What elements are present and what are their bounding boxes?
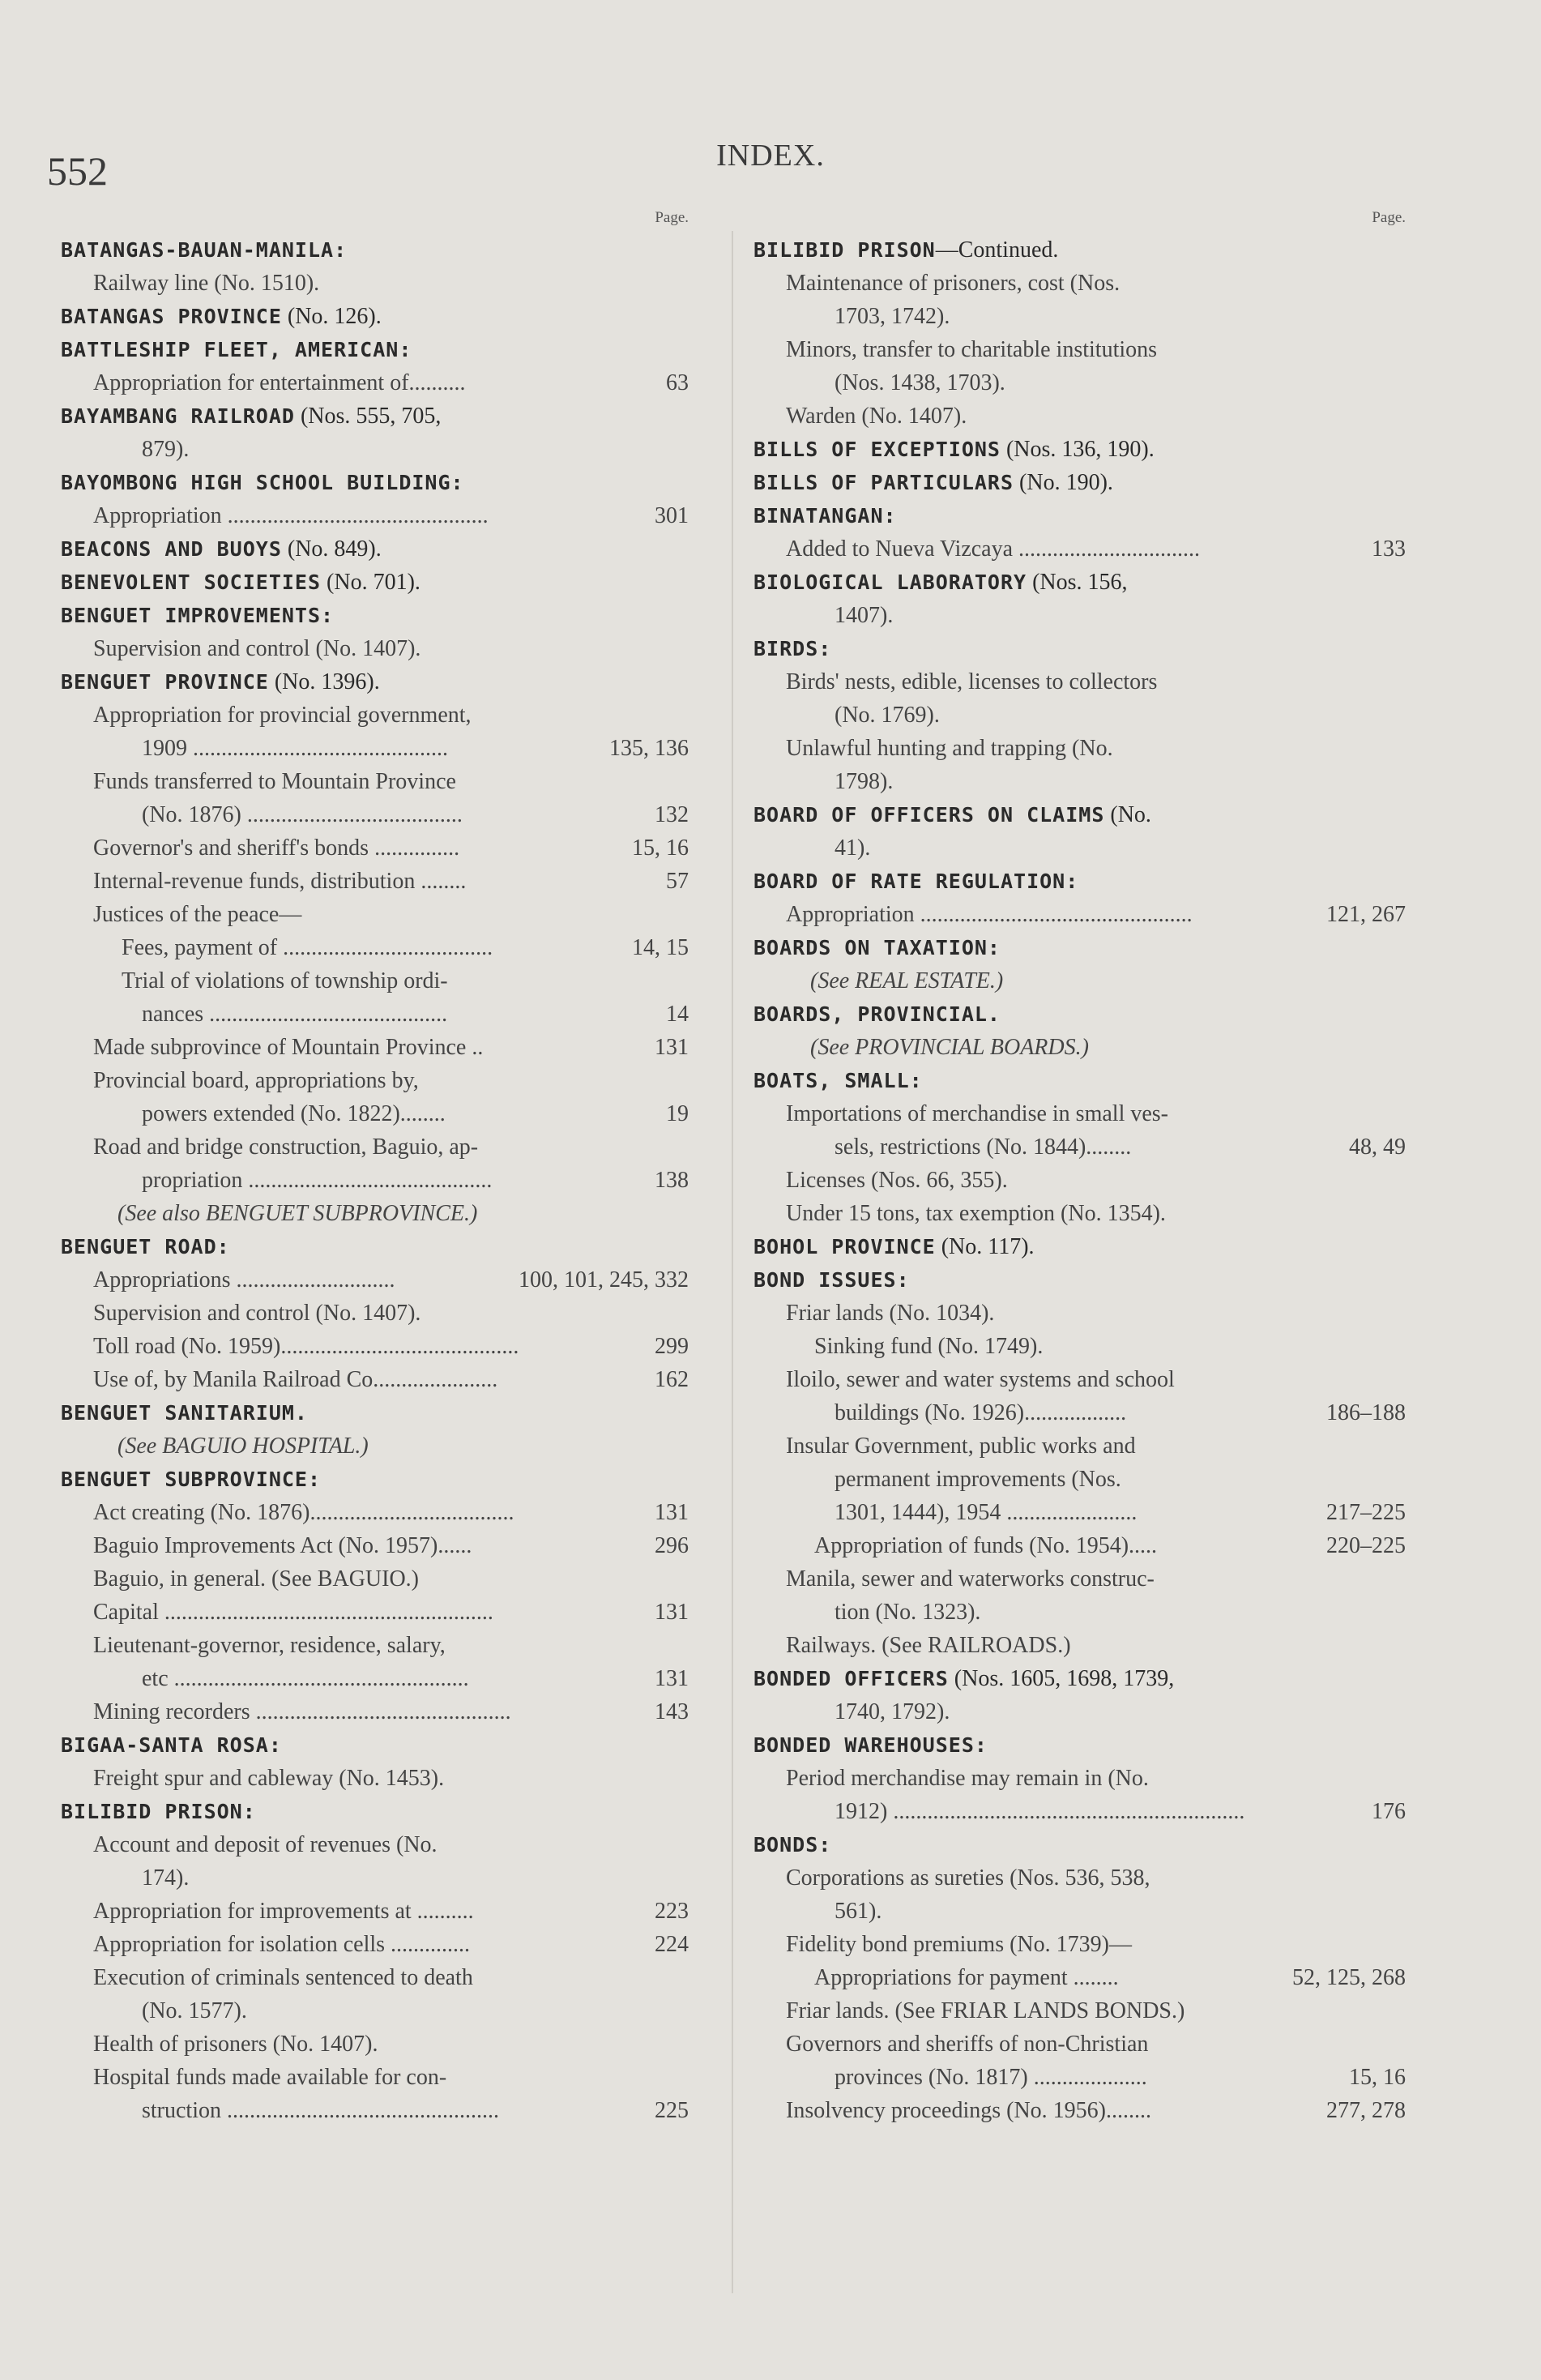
entry-continuation — [753, 1463, 1414, 1496]
index-subentry — [753, 1297, 1414, 1330]
index-subentry — [61, 267, 697, 300]
index-subentry — [61, 1961, 697, 1994]
entry-text: Appropriation of funds (No. 1954)..... — [814, 1533, 1158, 1558]
page-reference: 15, 16 — [1349, 2065, 1406, 2090]
index-heading — [61, 233, 697, 267]
entry-text: 1912) .............................................................. — [835, 1799, 1245, 1824]
entry-text: Use of, by Manila Railroad Co...................... — [93, 1367, 498, 1392]
index-heading — [61, 300, 697, 333]
entry-text: Lieutenant-governor, residence, salary, — [93, 1633, 446, 1658]
entry-text: Funds transferred to Mountain Province — [93, 769, 456, 794]
index-subentry — [753, 1097, 1414, 1130]
index-heading — [753, 1064, 1414, 1097]
entry-text: Account and deposit of revenues (No. — [93, 1832, 438, 1857]
page-reference: 301 — [655, 503, 689, 528]
entry-text: powers extended (No. 1822)........ — [142, 1101, 446, 1126]
index-heading — [753, 1728, 1414, 1762]
page-reference: 220–225 — [1326, 1533, 1406, 1558]
index-entries — [61, 233, 697, 2127]
entry-text: Road and bridge construction, Baguio, ap- — [93, 1134, 479, 1160]
heading-text: BENEVOLENT SOCIETIES — [61, 570, 322, 594]
page-reference: 133 — [1372, 536, 1406, 562]
index-column-left — [61, 203, 697, 2127]
index-subentry — [61, 1895, 697, 1928]
heading-text: BOND ISSUES: — [753, 1268, 910, 1292]
index-subentry — [753, 1994, 1414, 2027]
index-heading — [753, 1662, 1414, 1695]
index-subentry — [753, 665, 1414, 699]
index-subentry — [753, 333, 1414, 366]
page-reference: 100, 101, 245, 332 — [519, 1267, 689, 1293]
index-heading — [753, 433, 1414, 466]
entry-text: Friar lands. (See FRIAR LANDS BONDS.) — [786, 1998, 1185, 2023]
page-reference: 63 — [666, 370, 689, 395]
entry-text: Made subprovince of Mountain Province .. — [93, 1035, 484, 1060]
heading-text: BATANGAS-BAUAN-MANILA: — [61, 238, 348, 262]
index-heading — [61, 466, 697, 499]
index-column-right — [753, 203, 1414, 2127]
page-reference: 299 — [655, 1334, 689, 1359]
index-subentry — [753, 267, 1414, 300]
heading-text: BENGUET PROVINCE — [61, 670, 269, 694]
index-heading — [753, 998, 1414, 1031]
see-reference: (See also BENGUET SUBPROVINCE.) — [117, 1201, 478, 1226]
index-subentry — [61, 1496, 697, 1529]
heading-text: BOATS, SMALL: — [753, 1069, 923, 1092]
entry-text: Supervision and control (No. 1407). — [93, 636, 421, 661]
index-subentry — [753, 1529, 1414, 1562]
index-subentry — [753, 1429, 1414, 1463]
entry-text: Justices of the peace— — [93, 902, 302, 927]
page-column-label: Page. — [655, 209, 689, 226]
entry-continuation — [61, 433, 697, 466]
page-reference: 131 — [655, 1500, 689, 1525]
entry-text: sels, restrictions (No. 1844)........ — [835, 1134, 1132, 1160]
index-subentry — [61, 1695, 697, 1728]
entry-text: Governors and sheriffs of non-Christian — [786, 2032, 1149, 2057]
index-heading — [753, 931, 1414, 964]
see-reference: (See BAGUIO HOSPITAL.) — [117, 1434, 369, 1459]
index-subentry — [61, 1363, 697, 1396]
heading-text: BILIBID PRISON — [753, 238, 936, 262]
heading-text: BILLS OF PARTICULARS — [753, 471, 1014, 494]
entry-text: struction ................................................ — [142, 2098, 499, 2123]
page-reference: 225 — [655, 2098, 689, 2123]
entry-text: buildings (No. 1926).................. — [835, 1400, 1127, 1425]
page-reference: 277, 278 — [1326, 2098, 1406, 2123]
page-reference: 14 — [666, 1002, 689, 1027]
index-subentry — [753, 1961, 1414, 1994]
entry-text: Appropriation ................................................ — [786, 902, 1193, 927]
entry-text: Hospital funds made available for con- — [93, 2065, 447, 2090]
entry-text: Health of prisoners (No. 1407). — [93, 2032, 378, 2057]
entry-text: Fees, payment of ..................................... — [122, 935, 493, 960]
entry-continuation — [753, 831, 1414, 865]
entry-text: Friar lands (No. 1034). — [786, 1301, 995, 1326]
entry-text: Governor's and sheriff's bonds ............... — [93, 835, 460, 861]
heading-text: BOARDS, PROVINCIAL. — [753, 1002, 1001, 1026]
heading-suffix: (No. 701). — [321, 570, 420, 595]
entry-text: Mining recorders ............................................. — [93, 1699, 511, 1724]
index-subentry — [61, 1130, 697, 1164]
entry-text: etc .................................................... — [142, 1666, 469, 1691]
index-heading — [753, 632, 1414, 665]
entry-text: (No. 1577). — [142, 1998, 247, 2023]
entry-text: tion (No. 1323). — [835, 1600, 981, 1625]
heading-suffix: —Continued. — [935, 237, 1059, 263]
entry-text: (Nos. 1438, 1703). — [835, 370, 1005, 395]
entry-continuation — [753, 765, 1414, 798]
index-heading — [753, 233, 1414, 267]
entry-text: Maintenance of prisoners, cost (Nos. — [786, 271, 1121, 296]
running-head: INDEX. — [716, 139, 825, 173]
entry-continuation — [753, 1396, 1414, 1429]
entry-text: Freight spur and cableway (No. 1453). — [93, 1766, 445, 1791]
index-heading — [61, 400, 697, 433]
entry-text: Unlawful hunting and trapping (No. — [786, 736, 1113, 761]
index-heading — [753, 499, 1414, 532]
entry-continuation — [753, 1795, 1414, 1828]
entry-text: 561). — [835, 1899, 882, 1924]
entry-text: 1407). — [835, 603, 894, 628]
heading-text: BATTLESHIP FLEET, AMERICAN: — [61, 338, 412, 361]
heading-text: BILLS OF EXCEPTIONS — [753, 438, 1001, 461]
entry-text: Appropriation for provincial government, — [93, 703, 472, 728]
entry-text: propriation ........................................... — [142, 1168, 493, 1193]
index-subentry — [61, 964, 697, 998]
entry-continuation — [753, 366, 1414, 400]
heading-suffix: (Nos. 156, — [1027, 570, 1128, 595]
entry-text: Trial of violations of township ordi- — [122, 968, 448, 993]
entry-continuation — [753, 599, 1414, 632]
entry-continuation — [753, 1496, 1414, 1529]
heading-suffix: (No. 190). — [1014, 470, 1113, 495]
heading-text: BOARDS ON TAXATION: — [753, 936, 1001, 959]
index-heading — [61, 532, 697, 566]
entry-continuation — [61, 2094, 697, 2127]
index-subentry — [61, 1529, 697, 1562]
index-subentry — [61, 1596, 697, 1629]
entry-text: Birds' nests, edible, licenses to collectors — [786, 669, 1158, 694]
page-number: 552 — [47, 148, 108, 194]
entry-text: Provincial board, appropriations by, — [93, 1068, 419, 1093]
entry-text: Toll road (No. 1959).......................................... — [93, 1334, 519, 1359]
index-heading — [61, 1728, 697, 1762]
entry-continuation — [753, 699, 1414, 732]
entry-text: Act creating (No. 1876).................................... — [93, 1500, 514, 1525]
heading-text: BONDS: — [753, 1833, 832, 1857]
entry-text: Capital .......................................................... — [93, 1600, 493, 1625]
heading-suffix: (Nos. 555, 705, — [294, 404, 442, 429]
heading-text: BAYOMBONG HIGH SCHOOL BUILDING: — [61, 471, 464, 494]
index-subentry — [61, 1064, 697, 1097]
entry-text: Appropriation for isolation cells .............. — [93, 1932, 471, 1957]
entry-text: (No. 1769). — [835, 703, 940, 728]
entry-text: Sinking fund (No. 1749). — [814, 1334, 1044, 1359]
page-reference: 186–188 — [1326, 1400, 1406, 1425]
heading-text: BENGUET SUBPROVINCE: — [61, 1468, 322, 1491]
index-subentry — [753, 1861, 1414, 1895]
entry-continuation — [61, 798, 697, 831]
index-subentry — [753, 1562, 1414, 1596]
heading-text: BIRDS: — [753, 637, 832, 660]
index-subentry — [753, 1197, 1414, 1230]
index-heading — [61, 1230, 697, 1263]
entry-text: Appropriation for entertainment of.......... — [93, 370, 466, 395]
heading-text: BILIBID PRISON: — [61, 1800, 256, 1823]
heading-text: BIOLOGICAL LABORATORY — [753, 570, 1027, 594]
heading-text: BAYAMBANG RAILROAD — [61, 404, 295, 428]
index-subentry — [61, 865, 697, 898]
index-subentry — [61, 1330, 697, 1363]
entry-text: permanent improvements (Nos. — [835, 1467, 1121, 1492]
page-reference: 48, 49 — [1349, 1134, 1406, 1160]
entry-text: Appropriation for improvements at .......... — [93, 1899, 474, 1924]
heading-text: BIGAA-SANTA ROSA: — [61, 1733, 282, 1757]
entry-text: Minors, transfer to charitable institutions — [786, 337, 1158, 362]
entry-text: Iloilo, sewer and water systems and school — [786, 1367, 1175, 1392]
entry-text: Supervision and control (No. 1407). — [93, 1301, 421, 1326]
entry-continuation — [753, 2061, 1414, 2094]
entry-text: 1740, 1792). — [835, 1699, 950, 1724]
entry-text: Appropriation .............................................. — [93, 503, 489, 528]
entry-continuation — [61, 732, 697, 765]
index-subentry — [61, 1828, 697, 1861]
heading-text: BENGUET ROAD: — [61, 1235, 230, 1258]
index-subentry — [753, 898, 1414, 931]
entry-continuation — [61, 1662, 697, 1695]
page-reference: 15, 16 — [632, 835, 689, 861]
page-column-label: Page. — [1372, 209, 1406, 226]
page-reference: 223 — [655, 1899, 689, 1924]
index-heading — [753, 466, 1414, 499]
entry-text: Added to Nueva Vizcaya ................................ — [786, 536, 1201, 562]
entry-text: Railways. (See RAILROADS.) — [786, 1633, 1071, 1658]
index-subentry — [753, 1164, 1414, 1197]
entry-text: Insolvency proceedings (No. 1956)........ — [786, 2098, 1152, 2123]
entry-continuation — [61, 1994, 697, 2027]
column-divider — [732, 231, 733, 2293]
index-subentry — [61, 931, 697, 964]
entry-text: (No. 1876) ...................................... — [142, 802, 463, 827]
index-subentry — [753, 1762, 1414, 1795]
index-subentry — [753, 1363, 1414, 1396]
heading-text: BONDED OFFICERS — [753, 1667, 949, 1690]
entry-text: Fidelity bond premiums (No. 1739)— — [786, 1932, 1132, 1957]
heading-text: BENGUET SANITARIUM. — [61, 1401, 308, 1425]
heading-suffix: (Nos. 136, 190). — [1000, 437, 1155, 462]
entry-text: Baguio Improvements Act (No. 1957)...... — [93, 1533, 472, 1558]
entry-text: Execution of criminals sentenced to death — [93, 1965, 473, 1990]
index-subentry — [753, 532, 1414, 566]
page-reference: 224 — [655, 1932, 689, 1957]
page-reference: 57 — [666, 869, 689, 894]
index-heading — [61, 566, 697, 599]
entry-text: 1909 ............................................. — [142, 736, 448, 761]
index-subentry — [61, 2027, 697, 2061]
page-reference: 143 — [655, 1699, 689, 1724]
page-reference: 14, 15 — [632, 935, 689, 960]
entry-text: Appropriations for payment ........ — [814, 1965, 1119, 1990]
entry-text: Manila, sewer and waterworks construc- — [786, 1566, 1155, 1592]
heading-text: BENGUET IMPROVEMENTS: — [61, 604, 335, 627]
page-reference: 138 — [655, 1168, 689, 1193]
entry-continuation — [61, 1861, 697, 1895]
page-reference: 296 — [655, 1533, 689, 1558]
heading-text: BONDED WAREHOUSES: — [753, 1733, 988, 1757]
entry-text: 41). — [835, 835, 871, 861]
entry-text: 1703, 1742). — [835, 304, 950, 329]
index-heading — [61, 1396, 697, 1429]
heading-suffix: (No. 117). — [935, 1234, 1035, 1259]
index-subentry — [753, 400, 1414, 433]
index-subentry — [61, 632, 697, 665]
entry-text: 1301, 1444), 1954 ....................... — [835, 1500, 1138, 1525]
index-subentry — [753, 1330, 1414, 1363]
index-subentry — [753, 2027, 1414, 2061]
index-heading — [61, 599, 697, 632]
heading-text: BEACONS AND BUOYS — [61, 537, 282, 561]
index-heading — [753, 1263, 1414, 1297]
index-subentry — [753, 1629, 1414, 1662]
entry-text: Baguio, in general. (See BAGUIO.) — [93, 1566, 420, 1592]
index-entries — [753, 233, 1414, 2127]
entry-text: Licenses (Nos. 66, 355). — [786, 1168, 1008, 1193]
index-heading — [753, 798, 1414, 831]
index-subentry — [61, 1562, 697, 1596]
entry-text: Importations of merchandise in small ves- — [786, 1101, 1168, 1126]
entry-text: 879). — [142, 437, 190, 462]
entry-continuation — [753, 1596, 1414, 1629]
index-subentry — [753, 2094, 1414, 2127]
page-reference: 176 — [1372, 1799, 1406, 1824]
page-reference: 121, 267 — [1326, 902, 1406, 927]
page-reference: 132 — [655, 802, 689, 827]
heading-text: BOARD OF RATE REGULATION: — [753, 870, 1079, 893]
index-heading — [61, 1463, 697, 1496]
page-reference: 217–225 — [1326, 1500, 1406, 1525]
entry-text: Railway line (No. 1510). — [93, 271, 320, 296]
heading-suffix: (No. 849). — [281, 536, 382, 562]
page-reference: 135, 136 — [609, 736, 689, 761]
entry-continuation — [753, 1130, 1414, 1164]
index-subentry — [61, 1629, 697, 1662]
index-subentry — [61, 765, 697, 798]
entry-text: Warden (No. 1407). — [786, 404, 967, 429]
heading-text: BINATANGAN: — [753, 504, 897, 528]
index-subentry — [61, 898, 697, 931]
index-subentry — [61, 1762, 697, 1795]
index-subentry — [61, 699, 697, 732]
index-subentry — [753, 1928, 1414, 1961]
heading-text: BATANGAS PROVINCE — [61, 305, 282, 328]
entry-continuation — [753, 1695, 1414, 1728]
see-reference: (See PROVINCIAL BOARDS.) — [810, 1035, 1089, 1060]
heading-suffix: (No. 126). — [281, 304, 382, 329]
heading-suffix: (Nos. 1605, 1698, 1739, — [948, 1666, 1175, 1691]
entry-text: nances .......................................... — [142, 1002, 448, 1027]
page-reference: 131 — [655, 1600, 689, 1625]
entry-text: 174). — [142, 1865, 190, 1891]
index-heading — [753, 1828, 1414, 1861]
entry-text: 1798). — [835, 769, 894, 794]
index-subentry — [61, 1297, 697, 1330]
see-reference: (See REAL ESTATE.) — [810, 968, 1004, 993]
entry-text: provinces (No. 1817) .................... — [835, 2065, 1147, 2090]
entry-continuation — [61, 1164, 697, 1197]
index-subentry — [61, 366, 697, 400]
heading-suffix: (No. 1396). — [268, 669, 380, 694]
page-reference: 52, 125, 268 — [1292, 1965, 1406, 1990]
index-subentry — [61, 1928, 697, 1961]
entry-continuation — [753, 1895, 1414, 1928]
entry-continuation — [753, 300, 1414, 333]
page-reference: 131 — [655, 1035, 689, 1060]
heading-text: BOHOL PROVINCE — [753, 1235, 936, 1258]
index-subentry — [753, 732, 1414, 765]
entry-text: Insular Government, public works and — [786, 1434, 1136, 1459]
page-reference: 19 — [666, 1101, 689, 1126]
index-subentry — [61, 831, 697, 865]
index-heading — [61, 665, 697, 699]
entry-text: Corporations as sureties (Nos. 536, 538, — [786, 1865, 1150, 1891]
entry-text: Under 15 tons, tax exemption (No. 1354). — [786, 1201, 1166, 1226]
entry-continuation — [61, 998, 697, 1031]
index-subentry — [61, 1031, 697, 1064]
entry-text: Internal-revenue funds, distribution ........ — [93, 869, 467, 894]
index-heading — [61, 1795, 697, 1828]
index-subentry — [61, 2061, 697, 2094]
page-reference: 162 — [655, 1367, 689, 1392]
entry-text: Appropriations ............................ — [93, 1267, 395, 1293]
heading-text: BOARD OF OFFICERS ON CLAIMS — [753, 803, 1105, 827]
entry-text: Period merchandise may remain in (No. — [786, 1766, 1149, 1791]
index-subentry — [61, 499, 697, 532]
heading-suffix: (No. — [1104, 802, 1151, 827]
index-heading — [61, 333, 697, 366]
index-heading — [753, 1230, 1414, 1263]
entry-continuation — [61, 1097, 697, 1130]
index-heading — [753, 865, 1414, 898]
index-subentry — [61, 1263, 697, 1297]
page-reference: 131 — [655, 1666, 689, 1691]
index-heading — [753, 566, 1414, 599]
